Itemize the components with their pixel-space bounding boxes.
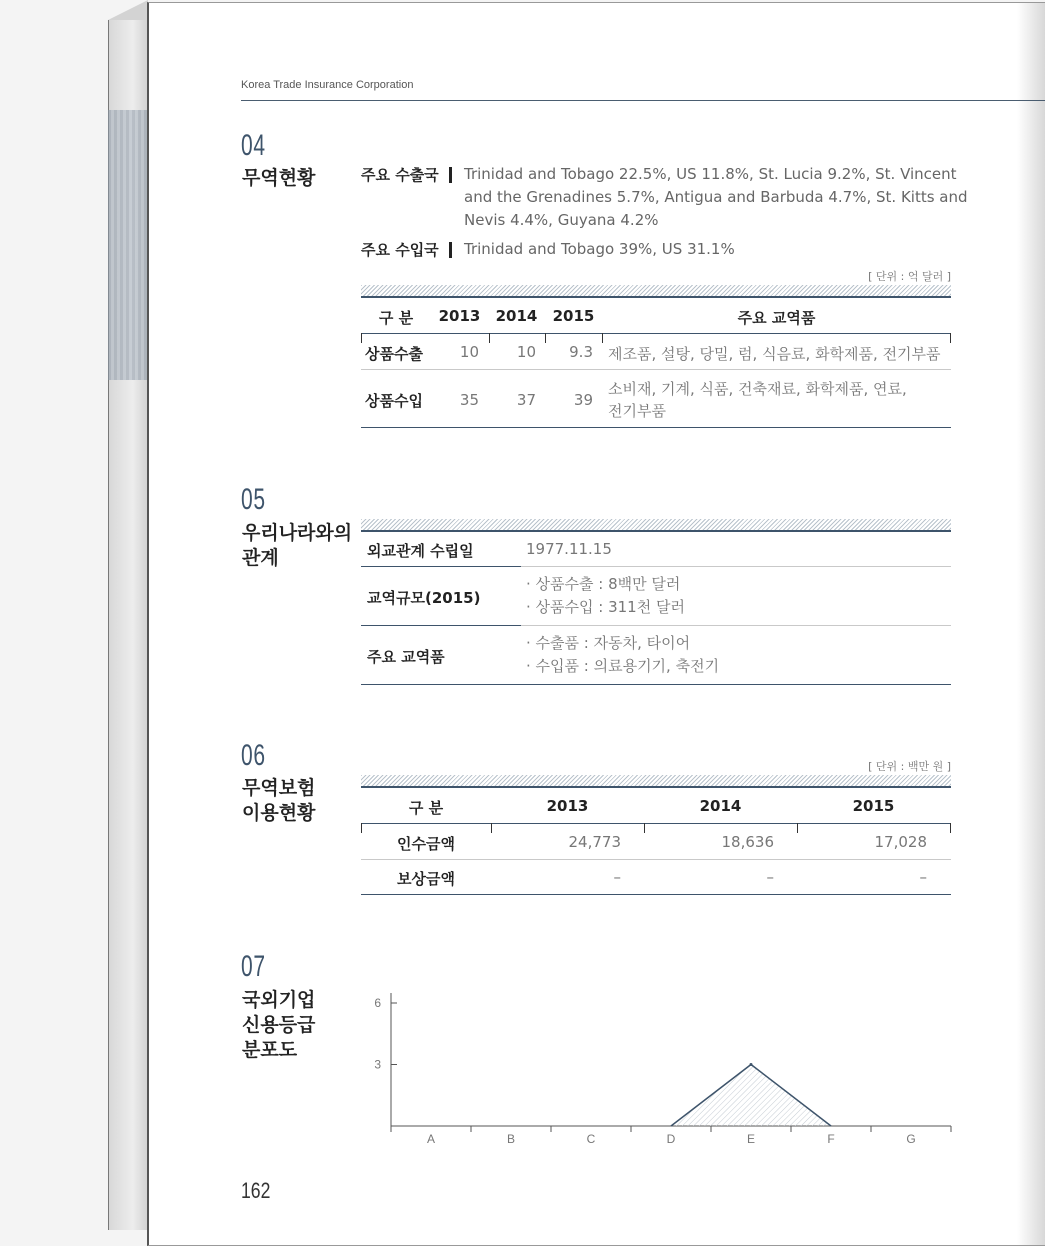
trade-th-category: 구 분 bbox=[378, 309, 414, 327]
trade-th-2013: 2013 bbox=[438, 307, 481, 325]
trade-items: 제조품, 설탕, 당밀, 럼, 식음료, 화학제품, 전기부품 bbox=[608, 345, 941, 363]
trade-items: 소비재, 기계, 식품, 건축재료, 화학제품, 연료, 전기부품 bbox=[608, 380, 907, 420]
insurance-cell: 18,636 bbox=[721, 833, 774, 851]
section-05-title: 우리나라와의 관계 bbox=[242, 522, 353, 569]
x-tick-label: F bbox=[827, 1132, 835, 1146]
import-countries-label: 주요 수입국 bbox=[361, 241, 439, 259]
import-countries-text: Trinidad and Tobago 39%, US 31.1% bbox=[464, 240, 735, 258]
header-rule bbox=[241, 100, 1045, 101]
insurance-th-2015: 2015 bbox=[852, 797, 895, 815]
section-07-title: 국외기업 신용등급 분포도 bbox=[242, 989, 316, 1061]
trade-table-header-bar bbox=[361, 285, 951, 298]
insurance-table-header-bar bbox=[361, 775, 951, 788]
insurance-th-2014: 2014 bbox=[699, 797, 742, 815]
y-tick-label: 3 bbox=[374, 1057, 381, 1072]
trade-th-2014: 2014 bbox=[495, 307, 538, 325]
book-spine-top bbox=[108, 0, 148, 20]
x-tick-label: D bbox=[666, 1132, 676, 1146]
series-area bbox=[431, 1065, 911, 1127]
section-04-number: 04 bbox=[241, 129, 266, 162]
trade-row-import-label: 상품수입 bbox=[365, 392, 423, 410]
insurance-th-2013: 2013 bbox=[546, 797, 589, 815]
y-tick-label: 6 bbox=[374, 996, 381, 1010]
trade-table-unit: [ 단위 : 억 달러 ] bbox=[868, 270, 951, 283]
relations-label: 주요 교역품 bbox=[367, 648, 445, 666]
book-spine-stripe bbox=[108, 110, 148, 380]
insurance-th-category: 구 분 bbox=[408, 799, 444, 817]
running-head: Korea Trade Insurance Corporation bbox=[241, 79, 414, 91]
insurance-cell: 24,773 bbox=[568, 833, 621, 851]
trade-cell: 39 bbox=[573, 391, 593, 409]
x-tick-label: E bbox=[746, 1132, 756, 1146]
export-countries-label: 주요 수출국 bbox=[361, 166, 439, 184]
relations-table-header-bar bbox=[361, 519, 951, 532]
insurance-table-unit: [ 단위 : 백만 원 ] bbox=[868, 760, 951, 773]
book-page bbox=[147, 2, 1045, 1246]
insurance-cell: 17,028 bbox=[874, 833, 927, 851]
x-tick-label: A bbox=[426, 1132, 436, 1146]
credit-rating-chart bbox=[361, 983, 961, 1153]
insurance-cell: – bbox=[919, 868, 927, 886]
trade-th-items: 주요 교역품 bbox=[737, 309, 816, 327]
export-countries-text: Trinidad and Tobago 22.5%, US 11.8%, St. Lucia 9.2%, St. Vincent and the Grenadines 5.7%, Antigua and Barbuda 4.7%, St. Kitts and Nevis 4.4%, Guyana 4.2% bbox=[464, 165, 968, 229]
insurance-cell: – bbox=[766, 868, 774, 886]
trade-row-export-label: 상품수출 bbox=[365, 345, 423, 363]
relations-label: 외교관계 수립일 bbox=[367, 542, 474, 560]
trade-th-2015: 2015 bbox=[552, 307, 595, 325]
section-06-title: 무역보험 이용현황 bbox=[242, 777, 316, 824]
x-tick-label: B bbox=[506, 1132, 516, 1146]
insurance-row-label: 보상금액 bbox=[397, 870, 455, 888]
insurance-row-label: 인수금액 bbox=[397, 835, 455, 853]
trade-cell: 10 bbox=[459, 343, 479, 361]
trade-cell: 9.3 bbox=[569, 343, 593, 361]
page-number: 162 bbox=[241, 1178, 271, 1203]
trade-cell: 35 bbox=[459, 391, 479, 409]
section-06-number: 06 bbox=[241, 739, 266, 772]
relations-label: 교역규모(2015) bbox=[367, 589, 481, 607]
section-04-title: 무역현황 bbox=[242, 167, 316, 189]
trade-cell: 10 bbox=[516, 343, 536, 361]
section-05-number: 05 bbox=[241, 483, 266, 516]
relations-value: · 상품수출 : 8백만 달러 · 상품수입 : 311천 달러 bbox=[526, 575, 685, 616]
relations-value: 1977.11.15 bbox=[526, 540, 612, 558]
section-07-number: 07 bbox=[241, 950, 266, 983]
trade-cell: 37 bbox=[516, 391, 536, 409]
x-tick-label: G bbox=[906, 1132, 916, 1146]
label-divider bbox=[449, 167, 452, 183]
data-point bbox=[750, 1063, 753, 1066]
relations-value: · 수출품 : 자동차, 타이어 · 수입품 : 의료용기기, 축전기 bbox=[526, 634, 720, 675]
insurance-cell: – bbox=[613, 868, 621, 886]
label-divider bbox=[449, 242, 452, 258]
x-tick-label: C bbox=[586, 1132, 596, 1146]
